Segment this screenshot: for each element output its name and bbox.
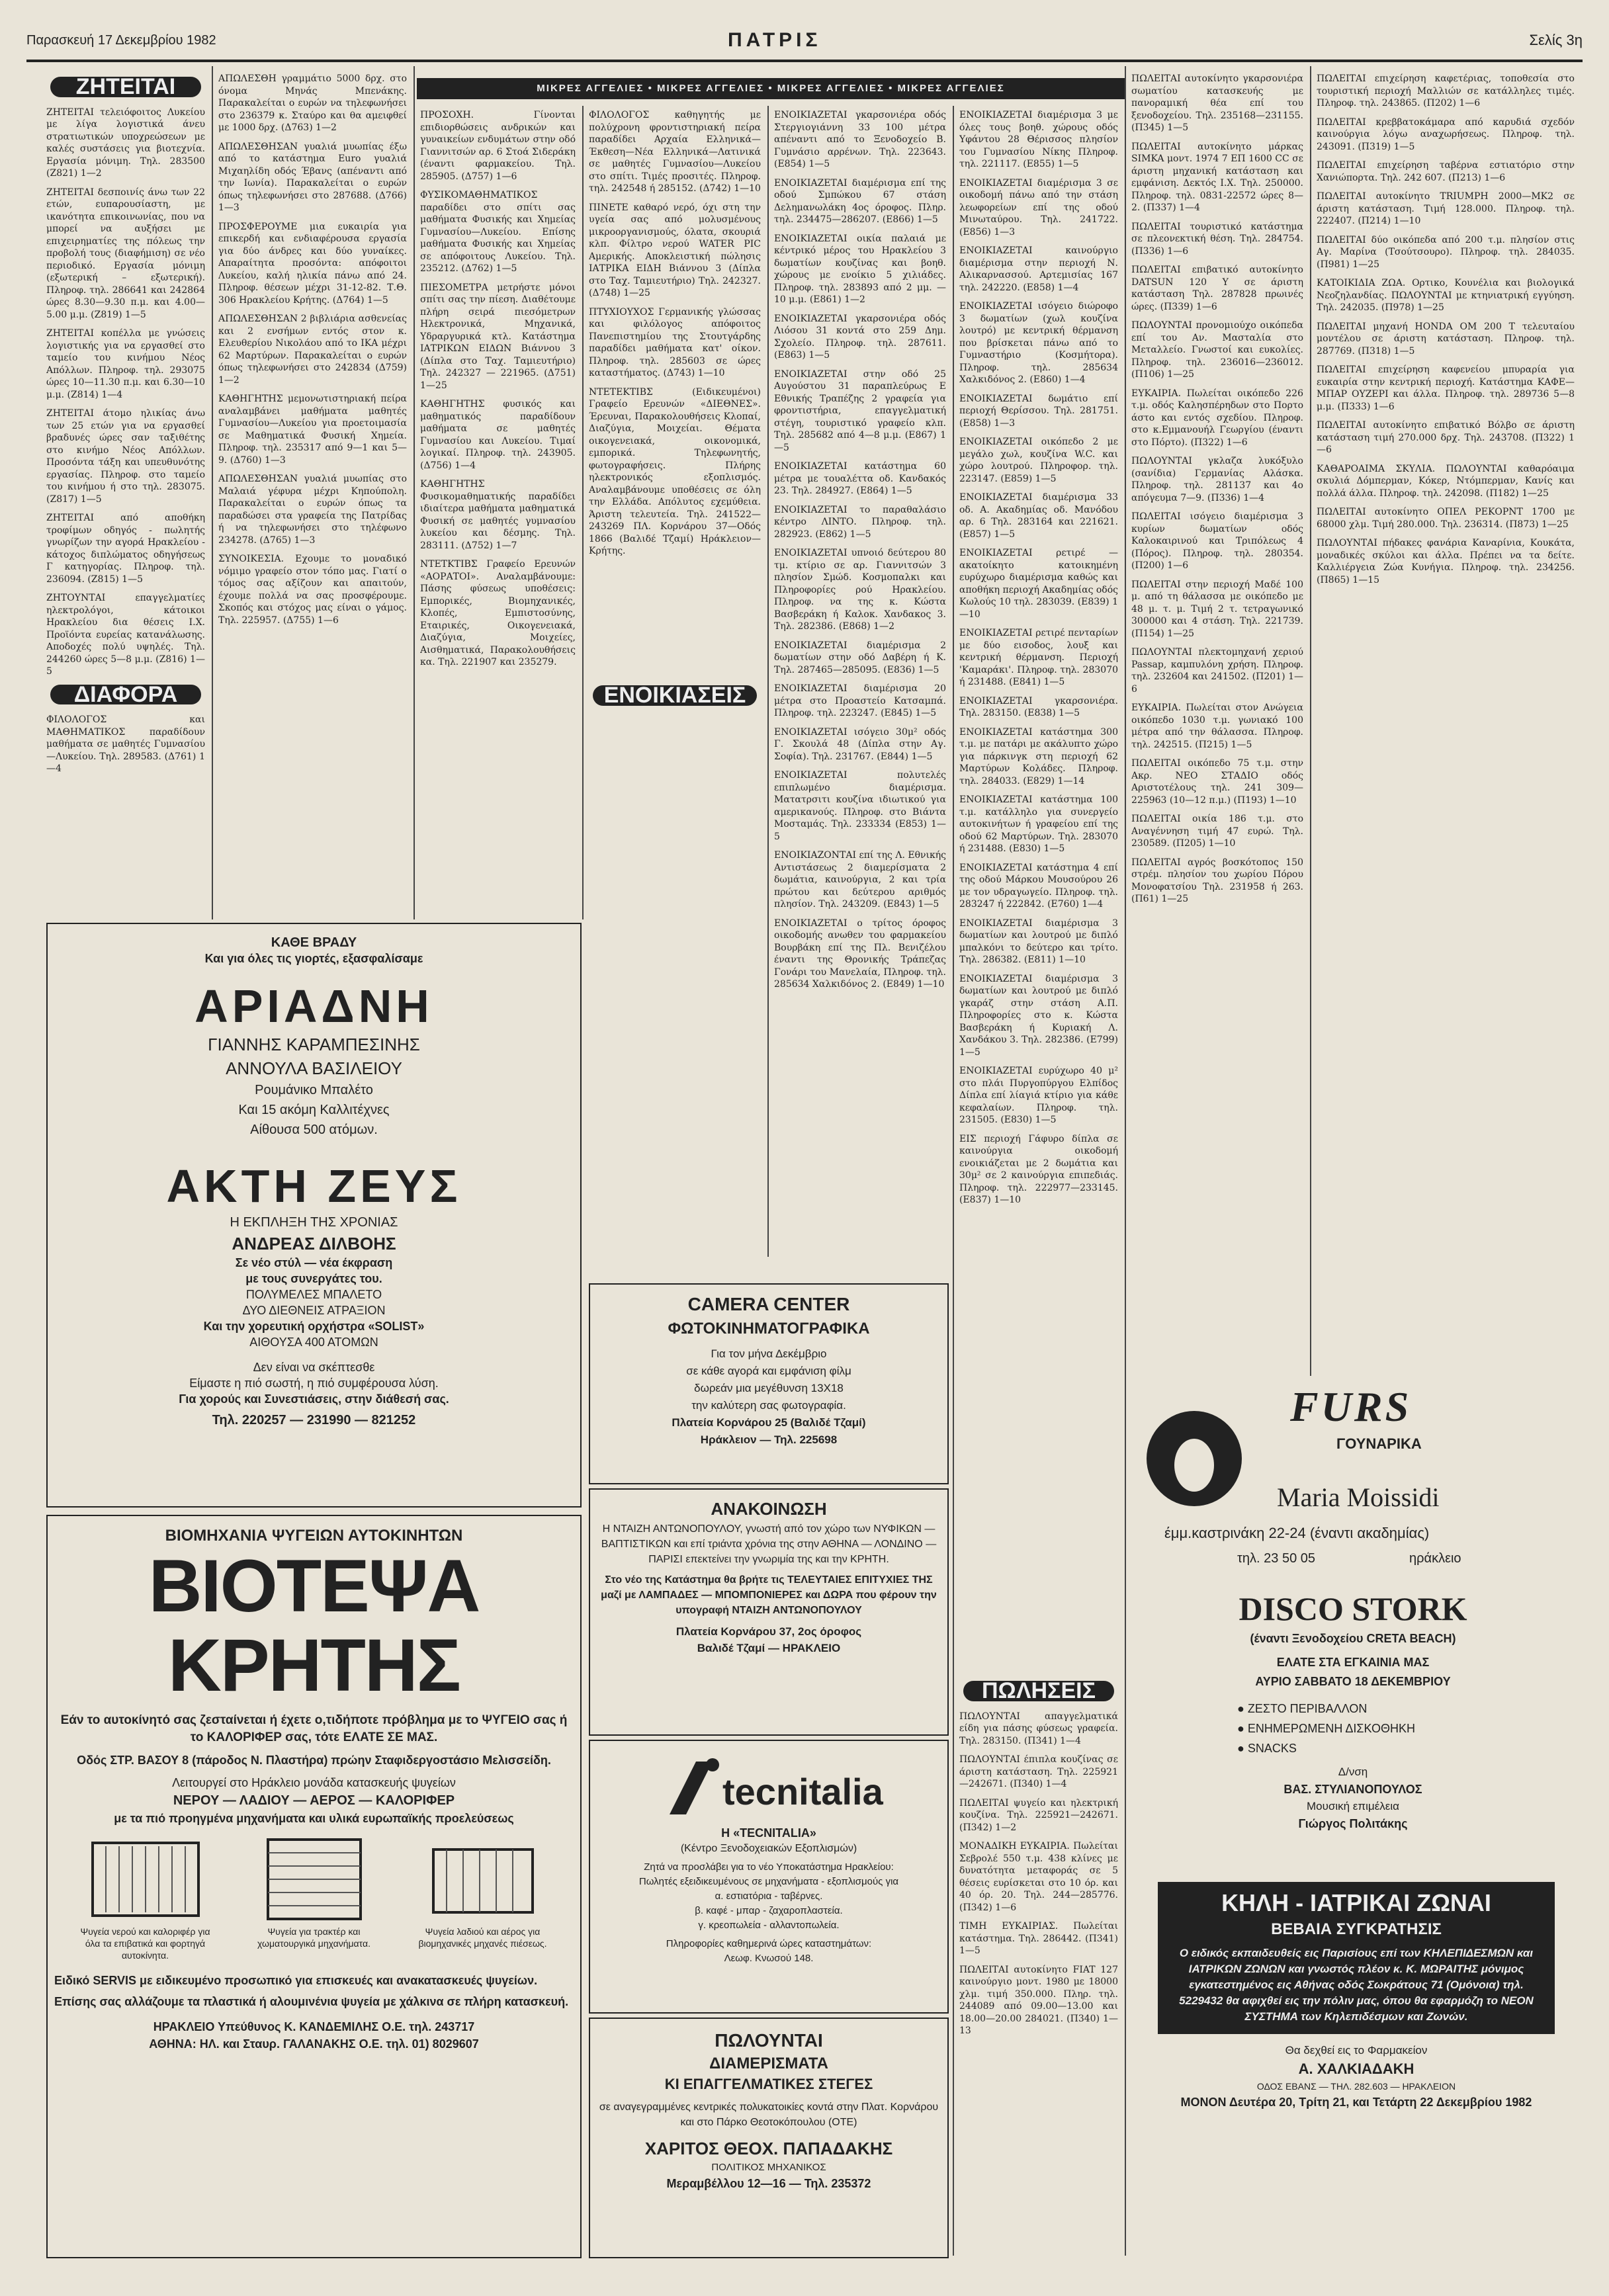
ad-text: ΚΑΘΕ ΒΡΑΔΥ — [271, 935, 357, 950]
classified-ad: ΠΙΝΕΤΕ καθαρό νερό, όχι στη την υγεία σας από μολυσμένους μικροοργανισμούς, όλατα, σκουριά κλπ. Φίλτρο νερού WATER PIC Αμερικής. Αποκλειστική πώλησις ΙΑΤΡΙΚΑ ΕΙΔΗ Βιάννου 3 (Δίπλα στο Ταχ. Ταμιευτήριο) Τηλ. 242327. (Δ748) 1—25 — [589, 202, 761, 298]
ad-apartments-for-sale — [589, 2018, 949, 2258]
ad-text: ΟΔΟΣ ΕΒΑΝΣ — ΤΗΛ. 282.603 — ΗΡΑΚΛΕΙΟΝ — [1256, 2081, 1456, 2092]
ad-text: Πλατεία Κορνάρου 37, 2ος όροφος — [675, 1625, 862, 1638]
ad-text: Δ/νση — [1338, 1765, 1368, 1778]
ad-viotespa — [46, 1515, 582, 2258]
classified-ad: ΚΑΘΑΡΟΑΙΜΑ ΣΚΥΛΙΑ. ΠΩΛΟΥΝΤΑΙ καθαρόαιμα σκυλιά Δόμπερμαν, Κόκερ, Ντόμπερμαν, Κανίς και πολλά άλλα. Πληροφ. τηλ. 242098. (Π182) 1—25 — [1317, 463, 1575, 499]
ad-text: Μουσική επιμέλεια — [1306, 1800, 1399, 1812]
ad-title: ΔΙΑΜΕΡΙΣΜΑΤΑ — [709, 2055, 828, 2072]
ad-text: Εάν το αυτοκίνητό σας ζεσταίνεται ή έχετε ο,τιδήποτε πρόβλημα με το ΨΥΓΕΙΟ σας ή το ΚΑΛΟΡΙΦΕΡ σας, τότε ΕΛΑΤΕ ΣΕ ΜΑΣ. — [60, 1713, 568, 1744]
radiator-illustrations — [61, 1836, 567, 1961]
ad-text: Α. ΧΑΛΚΙΑΔΑΚΗ — [1298, 2061, 1414, 2077]
classified-ad: ΚΑΤΟΙΚΙΔΙΑ ΖΩΑ. Ορτικο, Κουνέλια και βιολογικά Νεοζηλανδίας. ΠΩΛΟΥΝΤΑΙ με κτηνιατρική εγγύηση. Τηλ. 242035. (Π978) 1—25 — [1317, 278, 1575, 313]
ad-title: ΠΩΛΟΥΝΤΑΙ — [715, 2030, 823, 2051]
classified-ad: ΑΠΩΛΕΣΘΗΣΑΝ 2 βιβλιάρια ασθενείας και 2 ενσήμων εντός στον κ. Ελευθερίου Νικολάου από το ΙΚΑ μέχρι 62 Μαρτύρων. Παρακαλείται ο ευρών όπως τηλεφωνήσει στο 242834 (Δ759) 1—2 — [218, 314, 407, 386]
ad-text: Πωλητές εξειδικευμένους σε μηχανήματα - εξοπλισμούς για — [638, 1876, 899, 1887]
ad-title: ΑΝΑΚΟΙΝΩΣΗ — [711, 1499, 827, 1519]
radiator-figure — [407, 1836, 559, 1961]
classified-ad: ΕΝΟΙΚΙΑΖΕΤΑΙ οικία παλαιά με κέντρικό μέρος του Ηρακλείου 3 δωματίων κουζίνας και βοηθ. χώρους με ενοίκιο 5 χιλιάδες. Πληροφ. τηλ. 283893 από 2 μμ. —10 μ.μ. (Ε861) 1—2 — [774, 233, 946, 305]
classified-ad: ΖΗΤΕΙΤΑΙ άτομο ηλικίας άνω των 25 ετών για να εργασθεί βραδυνές ώρες σαν ταξιθέτης στο κινήμο Νέος Απόλλων. Προσόντα τάξη και υπευθυνότης εργασίας. Πληροφ. στο ταμείο του κινήμου ή στο τηλ. 283075. (Ζ817) 1—5 — [46, 408, 205, 505]
classified-ad: ΠΩΛΕΙΤΑΙ οικόπεδο 75 τ.μ. στην Ακρ. ΝΕΟ ΣΤΑΔΙΟ οδός Αριστοτέλους τηλ. 241 309—225963 (10—12 π.μ.) (Π193) 1—10 — [1131, 758, 1303, 806]
feature-item — [1237, 1738, 1575, 1758]
classified-ad: ΠΩΛΕΙΤΑΙ μηχανή HONDA ΟΜ 200 Τ τελευταίου μοντέλου σε άριστη κατάσταση. Πληροφ. τηλ. 287769. (Π318) 1—5 — [1317, 321, 1575, 357]
classified-ad: ΕΝΟΙΚΙΑΖΕΤΑΙ καινούργιο διαμέρισμα στην περιοχή Ν. Αλικαρνασσού. Αρτεμισίας 167 τηλ. 242220. (Ε858) 1—4 — [959, 245, 1118, 293]
ad-text: Ο ειδικός εκπαιδευθείς εις Παρισίους επί των ΚΗΛΕΠΙΔΕΣΜΩΝ και ΙΑΤΡΙΚΩΝ ΖΩΝΩΝ και γνωστός πλέον κ. Κ. ΜΩΡΑΙΤΗΣ μόνιμος εγκατεστημένος εις Αθήνας οδός Σωκράτους 71 (Ομόνοια) τηλ. 5229432 θα αφιχθεί εις την πόλιν μας, όπου θα εφαρμόζη το ΝΕΟΝ ΣΥΣΤΗΜΑ των Κηλεπιδέσμων και Ζωνών. — [1179, 1947, 1534, 2023]
classified-ad: ΠΩΛΟΥΝΤΑΙ έπιπλα κουζίνας σε άριστη κατάσταση. Τηλ. 225921—242671. (Π340) 1—4 — [959, 1754, 1118, 1789]
classified-ad: ΕΝΟΙΚΙΑΖΕΤΑΙ ισόγειο 30μ² οδός Γ. Σκουλά 48 (Δίπλα στην Αγ. Σοφία). Τηλ. 231767. (Ε844) 1—5 — [774, 726, 946, 762]
ad-title: DISCO STORK — [1239, 1590, 1467, 1627]
classified-ad: ΠΩΛΕΙΤΑΙ επιχείρηση ταβέρνα εστιατόριο στην Χανιώπορτα. Τηλ. 242 607. (Π213) 1—6 — [1317, 160, 1575, 183]
ad-announcement — [589, 1488, 949, 1736]
ad-text: τηλ. 23 50 05 — [1237, 1551, 1315, 1566]
classified-ad: ΠΩΛΕΙΤΑΙ επιχείρηση καφετέριας, τοποθεσία στο τουριστική περιοχή Μαλλιών σε κατάλληλες τιμές. Πληροφ. τηλ. 243865. (Π202) 1—6 — [1317, 73, 1575, 108]
ad-text: ΓΟΥΝΑΡΙΚΑ — [1336, 1435, 1422, 1452]
ad-title: CAMERA CENTER — [687, 1294, 850, 1314]
ad-text: ηράκλειο — [1409, 1551, 1461, 1566]
ad-title: FURS — [1290, 1383, 1412, 1430]
classified-ad: ΠΩΛΕΙΤΑΙ επιχείρηση καφενείου μπυραρία για ευκαιρία στην κεντρική περιοχή. Κατάστημα ΚΑΦΕ—ΜΠΑΡ ΟΥΖΕΡΙ και άλλα. Πληροφ. τηλ. 289736 5—8 μ.μ. (Π333) 1—6 — [1317, 364, 1575, 412]
classified-ad: ΕΝΟΙΚΙΑΖΕΤΑΙ ισόγειο διώροφο 3 δωματίων (χωλ κουζίνα λουτρό) με κεντρική θέρμανση που βρίσκεται πάνω από το Γυμναστήριο (Κοσμήτορα). Πληροφ. τηλ. 285634 Χαλκιδόνος 2. (Ε860) 1—4 — [959, 301, 1118, 385]
disco-features — [1237, 1699, 1575, 1758]
ad-text: δωρεάν μια μεγέθυνση 13Χ18 — [694, 1382, 844, 1394]
ad-text: Ηράκλειον — Τηλ. 225698 — [700, 1433, 838, 1446]
column-rule — [767, 106, 769, 1257]
ad-text: ΜΟΝΟΝ Δευτέρα 20, Τρίτη 21, και Τετάρτη 22 Δεκεμβρίου 1982 — [1180, 2096, 1532, 2109]
ad-text: Σε νέο στύλ — νέα έκφραση — [235, 1256, 393, 1269]
ad-text: ΧΑΡΙΤΟΣ ΘΕΟΧ. ΠΑΠΑΔΑΚΗΣ — [644, 2139, 893, 2158]
section-heading-misc: ΔΙΑΦΟΡΑ — [50, 685, 201, 705]
ad-text: Λειτουργεί στο Ηράκλειο μονάδα κατασκευής ψυγείων — [172, 1776, 456, 1789]
classified-ad: ΚΑΘΗΓΗΤΗΣ Φυσικομαθηματικής παραδίδει ιδιαίτερα μαθήματα μαθηματικά Φυσική σε μαθητές γυμνασίου λυκείου και δέσμης. Τηλ. 283111. (Δ752) 1—7 — [420, 479, 576, 551]
ad-text: ΒΙΟΜΗΧΑΝΙΑ ΨΥΓΕΙΩΝ ΑΥΤΟΚΙΝΗΤΩΝ — [165, 1527, 463, 1545]
feature-item — [1237, 1719, 1575, 1738]
ad-text: ΝΕΡΟΥ — ΛΑΔΙΟΥ — ΑΕΡΟΣ — ΚΑΛΟΡΙΦΕΡ — [173, 1793, 455, 1808]
ad-text: με τα πιό προηγμένα μηχανήματα και υλικά ευρωπαϊκής προελεύσεως — [114, 1812, 514, 1825]
classified-ad: ΣΥΝΟΙΚΕΣΙΑ. Εχουμε το μοναδικό νόμιμο γραφείο στον τόπο μας. Γιατί ο τόμος σας αξίζουν και απαιτούν, έχουμε πολλά να σας προσφέρουμε. Σκοπός και στόχος μας είναι ο γάμος. Τηλ. 225957. (Δ755) 1—6 — [218, 554, 407, 626]
classified-ad: ΠΩΛΕΙΤΑΙ αυτοκίνητο TRIUMPH 2000—ΜΚ2 σε άριστη κατάσταση. Τιμή 128.000. Πληροφ. τηλ. 222407. (Π214) 1—10 — [1317, 191, 1575, 226]
column-rule — [953, 106, 954, 2256]
classified-ad: ΕΝΟΙΚΙΑΖΕΤΑΙ οικόπεδο 2 με μεγάλο χωλ, κουζίνα W.C. και χώρο λουτρού. Πληροφορ. τηλ. 223147. (Ε859) 1—5 — [959, 437, 1118, 484]
ad-tecnitalia — [589, 1740, 949, 2014]
ad-text: ΠΟΛΥΜΕΛΕΣ ΜΠΑΛΕΤΟ — [245, 1288, 382, 1301]
ad-disco-stork — [1131, 1588, 1575, 1872]
feature-text: SNACKS — [1247, 1742, 1297, 1755]
ad-camera-center — [589, 1283, 949, 1484]
ad-title: ΚΗΛΗ - ΙΑΤΡΙΚΑΙ ΖΩΝΑΙ — [1221, 1889, 1491, 1916]
classified-ad: ΑΠΩΛΕΣΘΗ γραμμάτιο 5000 δρχ. στο όνομα Μηνάς Μπενάκης. Παρακαλείται ο ευρών να τηλεφωνήσει στο 236379 κ. Σταύρο και θα αμειφθεί με 1000 δρχ. (Δ763) 1—2 — [218, 73, 407, 133]
ad-text: Η «TECNITALIA» — [721, 1826, 816, 1840]
ad-text: ΠΟΛΙΤΙΚΟΣ ΜΗΧΑΝΙΚΟΣ — [711, 2162, 826, 2173]
ad-text: (έναντι Ξενοδοχείου CRETA BEACH) — [1250, 1632, 1456, 1645]
classified-ad: ΕΝΟΙΚΙΑΖΕΤΑΙ κατάστημα 100 τ.μ. κατάλληλο για συνεργείο αυτοκινήτων ή γραφείου επί της οδού 62 Μαρτύρων. Τηλ. 283070 ή 231488. (Ε830) 1—5 — [959, 794, 1118, 854]
classified-ad: ΠΩΛΕΙΤΑΙ αυτοκίνητο ΟΠΕΛ ΡΕΚΟΡΝΤ 1700 με 68000 χλμ. Τιμή 280.000. Τηλ. 236314. (Π873) 1—25 — [1317, 507, 1575, 530]
ad-text: (Κέντρο Ξενοδοχειακών Εξοπλισμών) — [680, 1843, 857, 1854]
woman-portrait-icon — [1145, 1409, 1244, 1508]
classified-ad: ΕΝΟΙΚΙΑΖΕΤΑΙ ευρύχωρο 40 μ² στο πλάι Πυργοπύργου Ελπίδος Δίπλα επί λίαγιά κτίριο για κάθε κεφαλαίων. Πληροφ. τηλ. 231505. (Ε830) 1—5 — [959, 1066, 1118, 1125]
classified-ad: ΕΝΟΙΚΙΑΖΕΤΑΙ ρετιρέ πενταρίων με δύο εισοδος, λουξ και κεντρική θέρμανση. Περιοχή 'Καμαράκι'. Πληροφ. τηλ. 283070 ή 231488. (Ε841) 1—5 — [959, 628, 1118, 687]
issue-date: Παρασκευή 17 Δεκεμβρίου 1982 — [26, 33, 216, 48]
classified-ad: ΠΩΛΕΙΤΑΙ ισόγειο διαμέρισμα 3 κυρίων δωματίων οδός Καλοκαιρινού και Τριπόλεως 4 (Πόρος). Πληροφ. τηλ. 280354. (Π200) 1—6 — [1131, 511, 1303, 571]
ad-text: Αίθουσα 500 ατόμων. — [250, 1123, 378, 1137]
radiator-figure — [238, 1836, 390, 1961]
classified-ad: ΕΝΟΙΚΙΑΖΕΤΑΙ διαμέρισμα 20 μέτρα στο Προαστείο Κατσαμπά. Πληροφ. τηλ. 223247. (Ε845) 1—5 — [774, 683, 946, 718]
classified-ad: ΝΤΕΤΕΚΤΙΒΣ (Ειδικευμένοι) Γραφείο Ερευνών «ΔΙΕΘΝΕΣ». Έρευναι, Παρακολουθήσεις Κλοπαί, Διαζύγια, Μοιχείαι. Θέματα οικογενειακά, οικονομικά, εμπορικά. Τηλεφωνητής, φωτογραφήσεις. Πλήρης ηλεκτρονικός εξοπλισμός. Αναλαμβάνουμε υποθέσεις σε όλη την Ελλάδα. Απόλυτος εχεμύθεια. Άριστη τελευτεία. Τηλ. 241522—243269 ΠΛ. Κορνάρου 37—Οδός 1866 (Βαλιδέ Τζαμί) Ηράκλειον—Κρήτης. — [589, 386, 761, 556]
classified-ad: ΠΩΛΟΥΝΤΑΙ πήδακες φανάρια Καναρίνια, Κουκάτα, μοναδικές σκύλοι και άλλα. Πρέπει να τα δείτε. Καλλιέργεια Ζώα Κυνήγια. Πληροφ. τηλ. 234256. (Π865) 1—15 — [1317, 538, 1575, 585]
classified-column-2 — [218, 73, 407, 886]
ad-phone: Τηλ. 220257 — 231990 — 821252 — [212, 1413, 416, 1427]
feature-text: ΕΝΗΜΕΡΩΜΕΝΗ ΔΙΣΚΟΘΗΚΗ — [1247, 1722, 1415, 1735]
ad-title: ΒΙΟΤΕΨΑ — [148, 1545, 480, 1627]
classified-ad: ΕΝΟΙΚΙΑΖΕΤΑΙ διαμέρισμα 3 με όλες τους βοηθ. χώρους οδός Υφάντου 28 Θέρισσος πλησίον του Γυμνασίου Νίκης Πληροφ. τηλ. 221117. (Ε855) 1—5 — [959, 110, 1118, 169]
classified-ad: ΕΝΟΙΚΙΑΖΕΤΑΙ δωμάτιο επί περιοχή Θερίσσου. Τηλ. 281751. (Ε858) 1—3 — [959, 393, 1118, 429]
classified-ad: ΕΝΟΙΚΙΑΖΕΤΑΙ γκαρσονιέρα οδός Λιόσου 31 κοντά στο 259 Δημ. Σχολείο. Πληροφ. τηλ. 287611. (Ε863) 1—5 — [774, 313, 946, 361]
classified-ad: ΠΩΛΕΙΤΑΙ αυτοκίνητο επιβατικό Βόλβο σε άριστη κατάσταση τιμή 270.000 δρχ. Τηλ. 243708. (Π322) 1—6 — [1317, 420, 1575, 455]
ad-text: ΦΩΤΟΚΙΝΗΜΑΤΟΓΡΑΦΙΚΑ — [668, 1320, 870, 1338]
ad-title: ΚΙ ΕΠΑΓΓΕΛΜΑΤΙΚΕΣ ΣΤΕΓΕΣ — [664, 2076, 873, 2092]
classified-ad: ΕΝΟΙΚΙΑΖΕΤΑΙ ρετιρέ —ακατοίκητο κατοικημένη ευρύχωρο διαμέρισμα καθώς και αποθήκη περιοχή Ακαδημίας οδός Κωλούς 10 τηλ. 283039. (Ε839) 1—10 — [959, 548, 1118, 620]
classified-column-1 — [46, 73, 205, 886]
classified-column-8 — [1317, 73, 1575, 1376]
ad-text: Και για όλες τις γιορτές, εξασφαλίσαμε — [204, 952, 423, 965]
ad-text: ΗΡΑΚΛΕΙΟ Υπεύθυνος Κ. ΚΑΝΔΕΜΙΛΗΣ Ο.Ε. τηλ. 243717 — [153, 2020, 475, 2033]
classified-ad: ΕΝΟΙΚΙΑΖΕΤΑΙ το παραθαλάσιο κέντρο ΛΙΝΤΟ. Πληροφ. τηλ. 282923. (Ε862) 1—5 — [774, 504, 946, 540]
feature-text: ΖΕΣΤΟ ΠΕΡΙΒΑΛΛΟΝ — [1247, 1702, 1368, 1715]
ad-text: σε κάθε αγορά και εμφάνιση φίλμ — [686, 1365, 851, 1377]
tecnitalia-logo — [650, 1752, 888, 1824]
radiator-icon — [423, 1836, 543, 1922]
classified-ad: ΕΝΟΙΚΙΑΖΕΤΑΙ διαμέρισμα επί της οδού Σμπώκου 67 στάση Δελημανωλάκη 4ος όροφος. Πληρ. τηλ. 234475—286207. (Ε866) 1—5 — [774, 177, 946, 225]
classified-ad: ΠΙΕΣΟΜΕΤΡΑ μετρήστε μόνοι σπίτι σας την πίεση. Διαθέτουμε πλήρη σειρά πιεσόμετρων Ηλεκτρονικά, Μηχανικά, Υδραργυρικά κτλ. Κατάστημα ΙΑΤΡΙΚΩΝ ΕΙΔΩΝ Βιάννου 3 (Δίπλα στο Ταχ. Ταμιευτήριο) Τηλ. 242327 — 221965. (Δ751) 1—25 — [420, 282, 576, 391]
figure-caption: Ψυγεία για τρακτέρ και χωματουργικά μηχανήματα. — [257, 1926, 370, 1949]
classified-column-6 — [959, 109, 1118, 1670]
bullet-icon: ● — [1237, 1722, 1248, 1735]
bullet-icon: ● — [1237, 1702, 1248, 1715]
ad-text: ΑΘΗΝΑ: ΗΛ. και Σταυρ. ΓΑΛΑΝΑΚΗΣ Ο.Ε. τηλ. 01) 8029607 — [149, 2037, 479, 2051]
classified-ad: ΠΩΛΟΥΝΤΑΙ πλεκτομηχανή χεριού Passap, καμπυλόνη χρήση. Πληροφ. τηλ. 232604 και 241502. (Π201) 1—6 — [1131, 647, 1303, 695]
ad-text: ΑΝΔΡΕΑΣ ΔΙΛΒΟΗΣ — [232, 1234, 396, 1254]
ad-text: γ. κρεοπωλεία - αλλαντοπωλεία. — [698, 1920, 840, 1931]
classified-ad: ΚΑΘΗΓΗΤΗΣ μεμονωτιστηριακή πείρα αναλαμβάνει μαθήματα μαθητές Γυμνασίου—Λυκείου για προετοιμασία σε Μαθηματικά Φυσική Χημεία. Πληροφ. τηλ. 235317 από 9—1 και 5—9. (Δ760) 1—3 — [218, 394, 407, 466]
classified-ad: ΠΡΟΣΦΕΡΟΥΜΕ μια ευκαιρία για επικερδή και ενδιαφέρουσα εργασία για δύο άνδρες και δύο γυναίκες. Απαραίτητα προσόντα: απόφοιτοι Λυκείου, καλή ηλικία πάνω από 24. Πληροφ. θέσεων μέχρι 31-12-82. Τ.Θ. 306 Ηρακλείου Κρήτης. (Δ764) 1—5 — [218, 221, 407, 306]
ad-text: σε αναγεγραμμένες κεντρικές πολυκατοικίες κοντά στην Πλατ. Κορνάρου και στο Πάρκο Θεοτοκόπουλου (ΟΤΕ) — [599, 2102, 939, 2128]
ad-title: ΑΚΤΗ ΖΕΥΣ — [166, 1160, 462, 1212]
ad-text: Ρουμάνικο Μπαλέτο — [255, 1083, 373, 1097]
classified-ad: ΠΩΛΕΙΤΑΙ οικία 186 τ.μ. στο Αναγέννηση τιμή 47 ευρώ. Τηλ. 230589. (Π205) 1—10 — [1131, 814, 1303, 849]
column-rule — [582, 106, 584, 919]
classified-ad: ΕΝΟΙΚΙΑΖΕΤΑΙ διαμέρισμα 3 δωματίων και λουτρού με διπλό γκαράζ στην στάση Α.Π. Πληροφορίες στο κ. Κώστα Βασβεράκη ή Κυριακή Λ. Χανδάκου 3. Τηλ. 282386. (Ε799) 1—5 — [959, 973, 1118, 1058]
ad-text: Επίσης σας αλλάζουμε τα πλαστικά ή αλουμινένια ψυγεία με χάλκινα σε πλήρη κατασκευή. — [54, 1995, 569, 2008]
classified-ad: ΖΗΤΟΥΝΤΑΙ επαγγελματίες ηλεκτρολόγοι, κάτοικοι Ηρακλείου δια θέσεις Ι.Χ. Προϊόντα ευρείας κατανάλωσης. Αποδοχές πολύ υψηλές. Τηλ. 244260 ώρες 5—8 μ.μ. (Ζ816) 1—5 — [46, 593, 205, 677]
radiator-icon — [255, 1836, 374, 1922]
classified-ad: ΕΥΚΑΙΡΙΑ. Πωλείται οικόπεδο 226 τ.μ. οδός Καλησπέρηδων στο Πορτο άστο και εντός σχεδίου. Πληροφ. στο κ.Εμμανουήλ Γεωργίου (έναντι στο Πόρτο). (Π322) 1—6 — [1131, 388, 1303, 448]
ad-text: Για τον μήνα Δεκέμβριο — [711, 1347, 827, 1360]
ad-text: Είμαστε η πιό σωστή, η πιό συμφέρουσα λύση. — [189, 1377, 439, 1390]
ad-medical-belts — [1151, 1882, 1561, 2252]
classified-ad: ΦΥΣΙΚΟΜΑΘΗΜΑΤΙΚΟΣ παραδίδει στο σπίτι σας μαθήματα Φυσικής και Χημείας Γυμνασίου—Λυκείου. Επίσης μαθήματα Φυσικής και Χημείας σε απόφοιτους Λυκείου. Τηλ. 235212. (Δ762) 1—5 — [420, 190, 576, 274]
classified-column-6-sales — [959, 1677, 1118, 2259]
section-heading-sales: ΠΩΛΗΣΕΙΣ — [963, 1681, 1114, 1701]
ad-text: ΑΥΡΙΟ ΣΑΒΒΑΤΟ 18 ΔΕΚΕΜΒΡΙΟΥ — [1255, 1675, 1451, 1688]
ad-text: Πλατεία Κορνάρου 25 (Βαλιδέ Τζαμί) — [672, 1416, 866, 1429]
ad-text: Πληροφορίες καθημερινά ώρες καταστημάτων: — [666, 1938, 872, 1949]
page-number: Σελίς 3η — [1529, 32, 1583, 48]
classified-ad: ΠΩΛΟΥΝΤΑΙ προνομιούχο οικόπεδα επί του Αν. Μασταλία στο Μεταλλείο. Γνωστοί και ευκολίες. Πληροφ. τηλ. 236016—236012. (Π106) 1—25 — [1131, 320, 1303, 380]
section-heading-rentals: ΕΝΟΙΚΙΑΣΕΙΣ — [593, 685, 757, 706]
figure-caption: Ψυγεία λαδιού και αέρος για βιομηχανικές μηχανές πιέσεως. — [418, 1926, 547, 1949]
ad-text: Οδός ΣΤΡ. ΒΑΣΟΥ 8 (πάροδος Ν. Πλαστήρα) πρώην Σταφιδεργοστάσιο Μελισσείδη. — [77, 1754, 551, 1767]
ad-text: Maria Moissidi — [1277, 1482, 1440, 1512]
classified-ad: ΦΙΛΟΛΟΓΟΣ και ΜΑΘΗΜΑΤΙΚΟΣ παραδίδουν μαθήματα σε μαθητές Γυμνασίου—Λυκείου. Τηλ. 289583. (Δ761) 1—4 — [46, 714, 205, 774]
ad-ariadni-akti-zeus — [46, 923, 582, 1508]
classified-ad: ΠΩΛΕΙΤΑΙ αυτοκίνητο μάρκας SIMKA μοντ. 1974 7 ΕΠ 1600 CC σε άριστη μηχανική κατάσταση και εμφάνιση. Δεκτός Ι.Χ. Τηλ. 250000. Πληροφ. τηλ. 0831-22572 ώρες 8—2. (Π337) 1—4 — [1131, 141, 1303, 213]
classified-ad: ΠΩΛΟΥΝΤΑΙ απαγγελματικά είδη για πάσης φύσεως γραφεία. Τηλ. 283150. (Π341) 1—4 — [959, 1711, 1118, 1746]
ad-furs — [1131, 1382, 1575, 1581]
ad-text: Στο νέο της Κατάστημα θα βρήτε τις ΤΕΛΕΥΤΑΙΕΣ ΕΠΙΤΥΧΙΕΣ ΤΗΣ μαζί με ΛΑΜΠΑΔΕΣ — ΜΠΟΜΠΟΝΙΕΡΕΣ και ΔΩΡΑ που φέρουν την υπογραφή ΝΤΑΙΖΗ ΑΝΤΩΝΟΠΟΥΛΟΥ — [601, 1574, 937, 1616]
ad-text: α. εστιατόρια - ταβέρνες. — [715, 1891, 823, 1902]
ad-text: ΑΝΝΟΥΛΑ ΒΑΣΙΛΕΙΟΥ — [226, 1058, 402, 1078]
classified-ad: ΕΙΣ περιοχή Γάφυρο δίπλα σε καινούργια οικοδομή ενοικιάζεται με 2 δωμάτια και 30μ² σε 2 καινούργια επιπεδιάς. Πληροφ. τηλ. 222977—233145. (Ε837) 1—10 — [959, 1133, 1118, 1205]
classified-column-4 — [589, 109, 761, 638]
classified-ad: ΠΩΛΕΙΤΑΙ επιβατικό αυτοκίνητο DATSUN 120 Y σε άριστη κατάσταση Τηλ. 287828 πρωινές ώρες. (Π339) 1—6 — [1131, 265, 1303, 312]
classified-ad: ΕΝΟΙΚΙΑΖΕΤΑΙ υπνοιό δεύτερου 80 τμ. κτίριο σε αρ. Γιαννιτσών 3 πλησίον Σμώδ. Κοσμοπαλκι και Πληροφορίες ρού Ηρακλείου. Πληροφ. να της κ. Κώστα Βασβεράκη ή Καλοκ. Χανδακος 3. Τηλ. 282386. (Ε868) 1—2 — [774, 548, 946, 632]
ad-text: Θα δεχθεί εις το Φαρμακείον — [1285, 2044, 1428, 2057]
classified-ad: ΕΝΟΙΚΙΑΖΕΤΑΙ ο τρίτος όροφος οικοδομής ανωθεν του φαρμακείου Βουρβάκη επί της Πλ. Βενιζέλου έναντι της Θρονικής Τράπεζας Γονάρι του Μανελαία, Πληροφ. τηλ. 285634 Χαλκιδόνος 2. (Ε849) 1—10 — [774, 917, 946, 990]
ad-text: έμμ.καστρινάκη 22-24 (έναντι ακαδημίας) — [1164, 1525, 1430, 1541]
column-rule — [1125, 66, 1126, 2256]
ad-text: Και την χορευτική ορχήστρα «SOLIST» — [203, 1320, 425, 1333]
ad-text: Και 15 ακόμη Καλλιτέχνες — [238, 1103, 390, 1117]
ad-text: Ζητά να προσλάβει για το νέο Υποκατάστημα Ηρακλείου: — [644, 1861, 894, 1873]
classified-ad: ΠΩΛΕΙΤΑΙ ψυγείο και ηλεκτρική κουζίνα. Τηλ. 225921—242671. (Π342) 1—2 — [959, 1797, 1118, 1833]
ad-text: Η ΝΤΑΙΖΗ ΑΝΤΩΝΟΠΟΥΛΟΥ, γνωστή από τον χώρο των ΝΥΦΙΚΩΝ — ΒΑΠΤΙΣΤΙΚΩΝ και επί τριάντα χρόνια της στην ΑΘΗΝΑ — ΛΟΝΔΙΝΟ — ΠΑΡΙΣΙ επεκτείνει την γνωριμία της και την ΚΡΗΤΗ. — [601, 1523, 937, 1565]
classified-ad: ΕΝΟΙΚΙΑΖΕΤΑΙ πολυτελές επιπλωμένο διαμέρισμα. Ματατρσιτι κουζίνα ιδιωτικού για αμερικανούς. Πληροφ. στο Βιάντα Μοσταμάς. Τηλ. 233334 (Ε853) 1—5 — [774, 770, 946, 842]
classified-ad: ΕΝΟΙΚΙΑΖΕΤΑΙ στην οδό 25 Αυγούστου 31 παραπλεύρως Ε Εθνικής Τραπέζης 2 γραφεία για φροντιστήρια, επαγγελματική στέγη, τουριστικό γραφείο κλπ. Τηλ. 285682 από 4—8 μ.μ. (Ε867) 1—5 — [774, 368, 946, 453]
classified-ad: ΖΗΤΕΙΤΑΙ κοπέλλα με γνώσεις λογιστικής για να εργασθεί στο ταμείο του κινήμου Νέος Απόλλων. Πληροφ. τηλ. 293075 ώρες 10—11.30 π.μ. και 6.30—10 μ.μ. (Ζ814) 1—4 — [46, 328, 205, 400]
classified-column-5 — [774, 109, 946, 1250]
ad-text: με τους συνεργάτες του. — [245, 1272, 382, 1285]
classified-ad: ΠΩΛΕΙΤΑΙ στην περιοχή Μαδέ 100 μ. από τη θάλασσα με οικόπεδο με 48 μ. τ. μ. Τιμή 2 τ. τετραγωνικό 300000 και 4 στάση. Τηλ. 221739. (Π154) 1—25 — [1131, 579, 1303, 639]
ad-title: ΑΡΙΑΔΝΗ — [195, 980, 433, 1032]
newspaper-title: ΠΑΤΡΙΣ — [728, 29, 822, 51]
classified-ad: ΕΝΟΙΚΙΑΖΕΤΑΙ γκαρσονιέρα οδός Στεργιογιάννη 33 100 μέτρα απέναντι από το Ξενοδοχείο Β. Γυμνάσιο αρρένων. Τηλ. 223643. (Ε854) 1—5 — [774, 110, 946, 169]
classified-ad: ΕΝΟΙΚΙΑΖΕΤΑΙ διαμέρισμα 3 δωματίων και λουτρού με διπλό μπαλκόνι το δεύτερο και τρίτο. Τηλ. 286382. (Ε811) 1—10 — [959, 917, 1118, 965]
radiator-icon — [86, 1836, 205, 1922]
classified-column-3 — [420, 109, 576, 886]
classified-ad: ΠΩΛΕΙΤΑΙ αυτοκίνητο FIAT 127 καινούργιο μοντ. 1980 με 18000 χλμ. τιμή 350.000. Πληρ. τηλ. 244089 από 09.00—13.00 και 18.00—20.00 284021. (Π340) 1—13 — [959, 1964, 1118, 2036]
ad-text: Μεραμβέλλου 12—16 — Τηλ. 235372 — [666, 2177, 871, 2190]
classified-ad: ΠΩΛΟΥΝΤΑΙ γκλαζα λυκόξυλο (σανίδια) Γερμανίας Αλάσκα. Πληροφ. τηλ. 281137 και 4ο απόγευμα 7—9. (Π336) 1—4 — [1131, 456, 1303, 503]
ad-text: ΓΙΑΝΝΗΣ ΚΑΡΑΜΠΕΣΙΝΗΣ — [208, 1035, 420, 1054]
classified-ad: ΕΝΟΙΚΙΑΖΕΤΑΙ κατάστημα 4 επί της οδού Μάρκου Μουσούρου 26 με τον υδραγωγείο. Πληροφ. τηλ. 283247 ή 222842. (Ε760) 1—4 — [959, 862, 1118, 910]
ad-text: την καλύτερη σας φωτογραφία. — [691, 1399, 846, 1412]
classified-ad: ΠΩΛΕΙΤΑΙ τουριστικό κατάστημα σε πλεονεκτική θέση. Τηλ. 284754. (Π336) 1—6 — [1131, 221, 1303, 257]
classified-ad: ΤΙΜΗ ΕΥΚΑΙΡΙΑΣ. Πωλείται κατάστημα. Τηλ. 286442. (Π341) 1—5 — [959, 1921, 1118, 1956]
classified-ad: ΕΝΟΙΚΙΑΖΟΝΤΑΙ επί της Λ. Εθνικής Αντιστάσεως 2 διαμερίσματα 2 δωμάτια, καινούργια, 2 και τρία πρώτου και δεύτερου αριθμός πλησίον. Τηλ. 243209. (Ε843) 1—5 — [774, 850, 946, 910]
ad-text: Βαλιδέ Τζαμί — ΗΡΑΚΛΕΙΟ — [697, 1642, 841, 1654]
ad-text: ΕΛΑΤΕ ΣΤΑ ΕΓΚΑΙΝΙΑ ΜΑΣ — [1276, 1656, 1430, 1669]
ad-text: β. καφέ - μπαρ - ζαχαροπλαστεία. — [695, 1905, 843, 1916]
classified-ad: ΠΩΛΕΙΤΑΙ κρεββατοκάμαρα από καρυδιά σχεδόν καινούργια λόγω αναχωρήσεως. Πληροφ. τηλ. 243091. (Π319) 1—5 — [1317, 116, 1575, 152]
ad-text: Η ΕΚΠΛΗΞΗ ΤΗΣ ΧΡΟΝΙΑΣ — [230, 1215, 398, 1230]
ad-text: ΒΑΣ. ΣΤΥΛΙΑΝΟΠΟΥΛΟΣ — [1283, 1783, 1422, 1796]
ad-text: Γιώργος Πολιτάκης — [1298, 1817, 1408, 1830]
ad-text: Ειδικό SERVIS με ειδικευμένο προσωπικό για επισκευές και ανακατασκευές ψυγείων. — [54, 1974, 538, 1987]
tecnitalia-brand: tecnitalia — [722, 1771, 883, 1812]
column-rule — [413, 66, 415, 919]
classified-ad: ΑΠΩΛΕΣΘΗΣΑΝ γυαλιά μυωπίας στο Μαλαιά γέφυρα μέχρι Κηπούπολη. Παρακαλείται ο ευρών όπως τα παραδώσει στα γραφεία της Πατρίδας ή να τηλεφωνήσει στο τηλέφωνο 234278. (Δ765) 1—3 — [218, 474, 407, 546]
figure-caption: Ψυγεία νερού και καλοριφέρ για όλα τα επιβατικά και φορτηγά αυτοκίνητα. — [80, 1926, 210, 1961]
classified-ad: ΠΩΛΕΙΤΑΙ αγρός βοσκότοπος 150 στρέμ. πλησίον του χωρίου Πόρου Μονοφατσίου Τηλ. 231958 ή 263. (Π61) 1—25 — [1131, 857, 1303, 904]
radiator-figure — [69, 1836, 222, 1961]
ad-text: ΑΙΘΟΥΣΑ 400 ΑΤΟΜΩΝ — [249, 1336, 378, 1349]
column-rule — [212, 66, 213, 919]
classified-ad: ΜΟΝΑΔΙΚΗ ΕΥΚΑΙΡΙΑ. Πωλείται Σεβρολέ 550 τ.μ. 438 κλίνες με δυνατότητα μεταφοράς σε 5 θέσεις ευρίσκεται στο 10 όρ. και 40 όρ. 20. Τηλ. 244—285776. (Π342) 1—6 — [959, 1841, 1118, 1913]
classified-ad: ΕΥΚΑΙΡΙΑ. Πωλείται στον Ανώγεια οικόπεδο 1030 τ.μ. γωνιακό 100 μέτρα από την θάλασσα. Πληροφ. τηλ. 242515. (Π215) 1—5 — [1131, 702, 1303, 750]
ad-text: Λεωφ. Κνωσού 148. — [724, 1953, 814, 1964]
classified-ad: ΑΠΩΛΕΣΘΗΣΑΝ γυαλιά μυωπίας έξω από το κατάστημα Euro γυαλιά Μιχαηλίδη οδός Έβανς (απέναντι από την Ιωνία). Παρακαλείται ο ευρών όπως τηλεφωνήσει στο 287688. (Δ766) 1—3 — [218, 141, 407, 213]
feature-item — [1237, 1699, 1575, 1719]
classified-ad: ΖΗΤΕΙΤΑΙ τελειόφοιτος Λυκείου με λίγα λογιστικά άνευ στρατιωτικών υποχρεώσεων με καλές συστάσεις για βιοτεχνία. Εργασία μόνιμη. Τηλ. 283500 (Ζ821) 1—2 — [46, 106, 205, 179]
classified-ad: ΝΤΕΤΚΤΙΒΣ Γραφείο Ερευνών «ΑΟΡΑΤΟΙ». Αναλαμβάνουμε: Πάσης φύσεως υποθέσεις: Εμπορικές, Βιομηχανικές, Κλοπές, Εμπιστοσύνης, Εταιρικές, Οικογενειακά, Διαζύγια, Μοιχείες, Αισθηματικά, Παρακολουθήσεις κα. Τηλ. 221907 και 235279. — [420, 559, 576, 667]
ad-title: ΚΡΗΤΗΣ — [168, 1624, 460, 1707]
ad-text: ΔΥΟ ΔΙΕΘΝΕΙΣ ΑΤΡΑΞΙΟΝ — [242, 1304, 386, 1317]
rentals-heading-block — [589, 681, 761, 721]
classified-ad: ΕΝΟΙΚΙΑΖΕΤΑΙ διαμέρισμα 33 οδ. Α. Ακαδημίας οδ. Μανόδου αρ. 6 Τηλ. 283164 και 221621. (Ε857) 1—5 — [959, 492, 1118, 540]
ad-text: ΒΕΒΑΙΑ ΣΥΓΚΡΑΤΗΣΙΣ — [1271, 1920, 1442, 1938]
classified-ad: ΠΡΟΣΟΧΗ. Γίνονται επιδιορθώσεις ανδρικών και γυναικείων ενδυμάτων στην οδό Γιαννιτσών αρ. 6 Στοά Σιδεράκη (έναντι φαρμακείου. Τηλ. 285905. (Δ757) 1—6 — [420, 110, 576, 182]
classified-ad: ΠΩΛΕΙΤΑΙ αυτοκίνητο γκαρσονιέρα σωματίου κατασκευής με πανοραμική θέα επί του ξενοδοχείου. Τηλ. 235168—231155. (Π345) 1—5 — [1131, 73, 1303, 133]
classified-ad: ΖΗΤΕΙΤΑΙ από αποθήκη τροφίμων οδηγός - πωλητής γνωρίζων την αγορά Ηρακλείου - κάτοχος διπλώματος οδηγήσεως Γ κατηγορίας. Πληροφ. τηλ. 236094. (Ζ815) 1—5 — [46, 513, 205, 585]
classified-column-7 — [1131, 73, 1303, 1376]
classified-ad: ΠΤΥΧΙΟΥΧΟΣ Γερμανικής γλώσσας και φιλόλογος απόφοιτος Πανεπιστημίου της Στουτγάρδης παραδίδει μαθήματα κατ' οίκον. Πληροφ. τηλ. 285603 σε ώρες καταστήματος. (Δ743) 1—10 — [589, 306, 761, 378]
classifieds-banner: ΜΙΚΡΕΣ ΑΓΓΕΛΙΕΣ • ΜΙΚΡΕΣ ΑΓΓΕΛΙΕΣ • ΜΙΚΡΕΣ ΑΓΓΕΛΙΕΣ • ΜΙΚΡΕΣ ΑΓΓΕΛΙΕΣ — [417, 78, 1125, 99]
ad-text: Δεν είναι να σκέπτεσθε — [253, 1361, 375, 1374]
ad-dark-panel — [1158, 1882, 1555, 2034]
bullet-icon: ● — [1237, 1742, 1248, 1755]
classified-ad: ΠΩΛΕΙΤΑΙ δύο οικόπεδα από 200 τ.μ. πλησίον στις Αγ. Μαρίνα (Τσούτσουρο). Πληροφ. τηλ. 284035. (Π981) 1—25 — [1317, 234, 1575, 270]
classified-ad: ΦΙΛΟΛΟΓΟΣ καθηγητής με πολύχρονη φροντιστηριακή πείρα παραδίδει Αρχαία Ελληνικά—Έκθεση—Νέα Ελληνικά—Λατινικά σε μαθητές Γυμνασίου—Λυκείου στο σπίτι. Τιμές προσιτές. Πληροφ. τηλ. 242548 ή 285152. (Δ742) 1—10 — [589, 110, 761, 194]
classified-ad: ΕΝΟΙΚΙΑΖΕΤΑΙ διαμέρισμα 2 δωματίων στην οδό Δαβέρη ή Κ. Τηλ. 287465—285095. (Ε836) 1—5 — [774, 640, 946, 675]
section-heading-wanted: ΖΗΤΕΙΤΑΙ — [50, 77, 201, 97]
classified-ad: ΕΝΟΙΚΙΑΖΕΤΑΙ κατάστημα 300 τ.μ. με πατάρι με ακάλυπτο χώρο για πάρκινγκ στη περιοχή 62 Μαρτύρων Κολάδες. Πληροφ. τηλ. 284033. (Ε829) 1—14 — [959, 726, 1118, 787]
ad-text: Για χορούς και Συνεστιάσεις, στην διάθεσή σας. — [179, 1392, 449, 1406]
classified-ad: ΕΝΟΙΚΙΑΖΕΤΑΙ γκαρσονιέρα. Τηλ. 283150. (Ε838) 1—5 — [959, 695, 1118, 718]
classified-ad: ΖΗΤΕΙΤΑΙ δεσποινίς άνω των 22 ετών, ευπαρουσίαστη, με ικανότητα επικοινωνίας, που να μπορεί να αυξήσει με επιχειρηματίες της πόλεως την προβολή τους (διαφήμιση) σε νέο περιοδικό. Εργασία μόνιμη (εξωτερική – εξωτερική). Πληροφ. τηλ. 286641 και 242864 ώρες 8.30—9.30 π.μ. και 4.00—5.00 μ.μ. (Ζ819) 1—5 — [46, 187, 205, 320]
page-header — [26, 26, 1583, 62]
classified-ad: ΚΑΘΗΓΗΤΗΣ φυσικός και μαθηματικός παραδίδουν μαθήματα σε μαθητές Γυμνασίου και Λυκείου. Τιμαί λογικαί. Πληροφ. τηλ. 243905. (Δ756) 1—4 — [420, 399, 576, 471]
classified-ad: ΕΝΟΙΚΙΑΖΕΤΑΙ διαμέρισμα 3 σε οικοδομή πάνω από την στάση λεωφορείων επί της οδού Μινωταύρου. Τηλ. 241722. (Ε856) 1—3 — [959, 177, 1118, 237]
classified-ad: ΕΝΟΙΚΙΑΖΕΤΑΙ κατάστημα 60 μέτρα με τουαλέττα οδ. Κανδακός 23. Τηλ. 284927. (Ε864) 1—5 — [774, 461, 946, 496]
column-rule — [1310, 66, 1311, 1376]
